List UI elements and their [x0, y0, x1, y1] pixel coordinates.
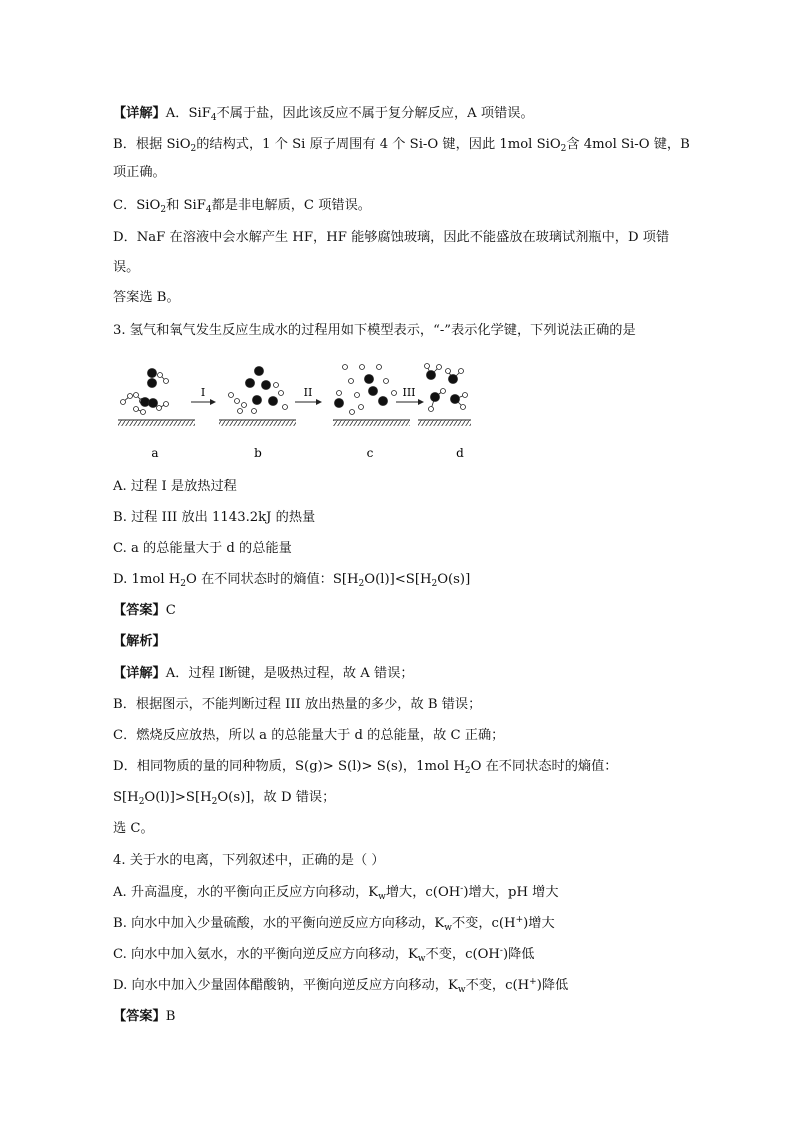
- prev-detail-a: 【详解】A．SiF$_4$不属于盐，因此该反应不属于复分解反应，A 项错误。: [113, 106, 534, 123]
- arrow-step-3: [396, 386, 423, 402]
- q3-option-b: B. 过程 III 放出 1143.2kJ 的热量: [113, 510, 316, 525]
- q4-stem: 4. 关于水的电离，下列叙述中，正确的是（ ）: [113, 853, 385, 868]
- reaction-model-diagram: [113, 355, 473, 465]
- molecules-c: [335, 365, 397, 415]
- surface-c: [333, 420, 410, 426]
- q4-option-b: B. 向水中加入少量硫酸，水的平衡向逆反应方向移动，$K_w$不变，c(H+)增大: [113, 915, 555, 933]
- q4-option-a: A. 升高温度，水的平衡向正反应方向移动，$K_w$增大，c(OH-)增大，pH 增大: [113, 884, 559, 902]
- q3-detail-b: B．根据图示，不能判断过程 III 放出热量的多少，故 B 错误；: [113, 697, 482, 712]
- q3-option-c: C. a 的总能量大于 d 的总能量: [113, 541, 292, 556]
- prev-detail-b-cont: 项正确。: [113, 165, 166, 180]
- state-label-d: d: [456, 446, 464, 460]
- state-label-b: b: [254, 446, 262, 460]
- molecules-d: [425, 364, 468, 412]
- surface-b: [219, 420, 296, 426]
- q3-option-d: D. 1mol $H_2O$ 在不同状态时的熵值：$S[H_2O(l)]<S[H_2O(s)]$: [113, 572, 471, 589]
- surface-a: [118, 420, 195, 426]
- prev-detail-c: C．SiO$_2$和 SiF$_4$都是非电解质，C 项错误。: [113, 198, 371, 215]
- q3-detail-d-cont: $S[H_2O(l)]>S[H_2O(s)]$，故 D 错误；: [113, 790, 336, 807]
- step-label-1: I: [200, 386, 206, 399]
- state-label-a: a: [151, 446, 159, 460]
- prev-detail-d-cont: 误。: [113, 260, 140, 275]
- q3-analysis-tag: 【解析】: [113, 634, 166, 649]
- q4-option-d: D. 向水中加入少量固体醋酸钠，平衡向逆反应方向移动，$K_w$不变，c(H+)降低: [113, 977, 569, 995]
- prev-detail-b: B．根据 SiO$_2$的结构式，1 个 Si 原子周围有 4 个 Si-O 键，因此 1mol SiO$_2$含 4mol Si-O 键，B: [113, 137, 690, 154]
- prev-detail-d: D．NaF 在溶液中会水解产生 HF，HF 能够腐蚀玻璃，因此不能盛放在玻璃试剂瓶中，D 项错: [113, 230, 670, 245]
- q3-detail-d: D．相同物质的量的同种物质，S(g)> S(l)> S(s)，1mol $H_2O$ 在不同状态时的熵值：: [113, 759, 618, 776]
- q3-detail-c: C．燃烧反应放热，所以 a 的总能量大于 d 的总能量，故 C 正确；: [113, 728, 505, 743]
- q3-option-a: A. 过程 I 是放热过程: [113, 479, 237, 494]
- q3-stem: 3. 氢气和氧气发生反应生成水的过程用如下模型表示，“-”表示化学键，下列说法正确的是: [113, 323, 636, 338]
- surface-d: [418, 420, 471, 426]
- q3-answer: 【答案】C: [113, 603, 176, 618]
- step-label-3: III: [402, 386, 416, 399]
- q3-choose: 选 C。: [113, 821, 154, 836]
- arrow-step-2: [295, 386, 321, 402]
- state-label-c: c: [366, 446, 374, 460]
- molecules-b: [229, 367, 288, 414]
- prev-answer: 答案选 B。: [113, 290, 180, 305]
- q3-detail-a: 【详解】A．过程 I断键，是吸热过程，故 A 错误；: [113, 666, 414, 681]
- arrow-step-1: [191, 386, 215, 402]
- molecules-a: [121, 369, 169, 415]
- q4-option-c: C. 向水中加入氨水，水的平衡向逆反应方向移动，$K_w$不变，c(OH-)降低: [113, 946, 535, 964]
- q4-answer: 【答案】B: [113, 1009, 176, 1024]
- step-label-2: II: [303, 386, 313, 399]
